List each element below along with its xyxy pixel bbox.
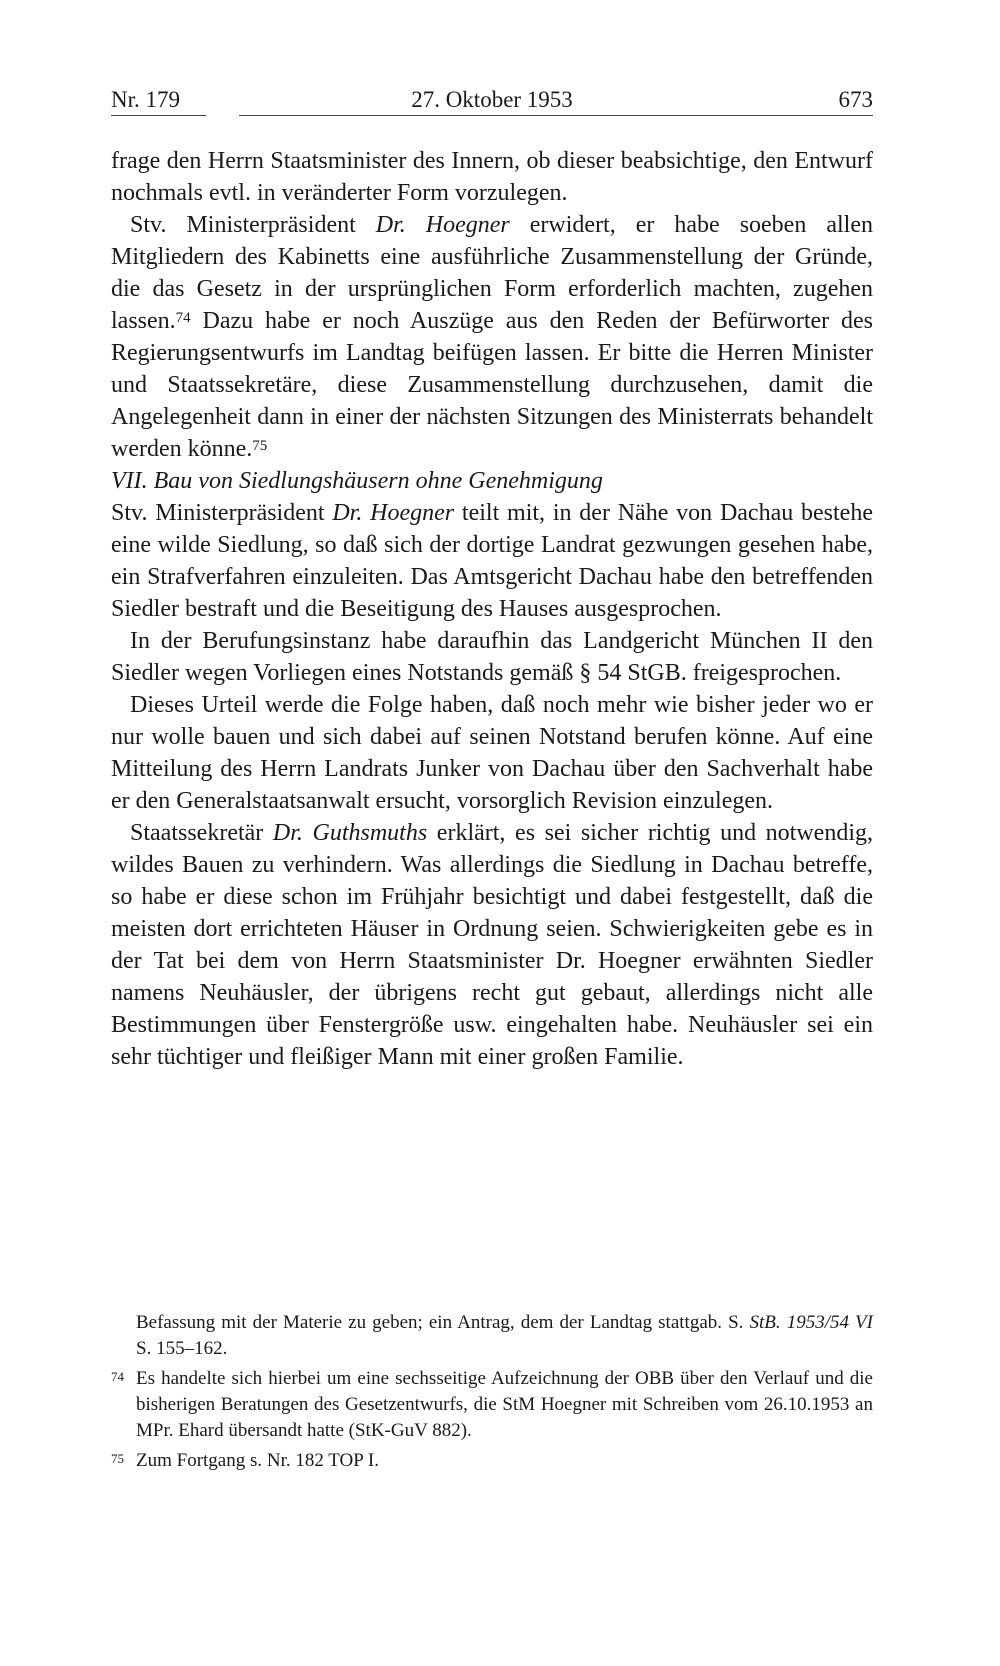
speaker-name: Dr. Guthsmuths [272,820,428,846]
footnote-75: 75 Zum Fortgang s. Nr. 182 TOP I. [111,1448,873,1474]
speaker-name: Dr. Hoegner [375,212,510,238]
paragraph: Stv. Ministerpräsident Dr. Hoegner erwidert, er habe soeben allen Mitgliedern des Kabinetts eine ausführliche Zusammenstellung der Gründe, die das Gesetz in der ursprünglichen Form erforderlich machten, zugehen lassen.$^{74}$ Dazu habe er noch Auszüge aus den Reden der Befürworter des Regierungsentwurfs im Landtag beifügen lassen. Er bitte die Herren Minister und Staatssekretäre, diese Zusammenstellung durchzusehen, damit die Angelegenheit dann in einer der nächsten Sitzungen des Ministerrats behandelt werden könne.$^{75}$ [111,212,873,462]
paragraph: In der Berufungsinstanz habe daraufhin das Landgericht München II den Siedler wegen Vorliegen eines Notstands gemäß § 54 StGB. freigesprochen. [111,628,873,686]
running-header [111,84,873,118]
main-text [111,145,873,1073]
document-number: Nr. 179 [111,87,180,112]
paragraph: frage den Herrn Staatsminister des Innern, ob dieser beabsichtige, den Entwurf nochmals evtl. in veränderter Form vorzulegen. [111,148,873,206]
header-date: 27. Oktober 1953 [411,87,573,112]
footnote-continuation: Befassung mit der Materie zu geben; ein Antrag, dem der Landtag stattgab. S. StB. 1953/54 VI S. 155–162. [136,1312,873,1359]
footnote-ref-74[interactable]: 74 [175,310,191,326]
header-rule-right [239,115,873,116]
footnotes [111,1310,873,1478]
paragraph: Staatssekretär Dr. Guthsmuths erklärt, es sei sicher richtig und notwendig, wildes Bauen zu verhindern. Was allerdings die Siedlung in Dachau betreffe, so habe er diese schon im Frühjahr besichtigt und dabei festgestellt, daß die meisten dort errichteten Häuser in Ordnung seien. Schwierigkeiten gebe es in der Tat bei dem von Herrn Staatsminister Dr. Hoegner erwähnten Siedler namens Neuhäusler, der übrigens recht gut gebaut, allerdings nicht alle Bestimmungen über Fenstergröße usw. eingehalten habe. Neuhäusler sei ein sehr tüchtiger und fleißiger Mann mit einer großen Familie. [111,820,873,1070]
section-heading: VII. Bau von Siedlungshäusern ohne Genehmigung [111,468,603,494]
footnote-74: 74 Es handelte sich hierbei um eine sechsseitige Aufzeichnung der OBB über den Verlauf und die bisherigen Beratungen des Gesetzentwurfs, die StM Hoegner mit Schreiben vom 26.10.1953 an MPr. Ehard übersandt hatte (StK-GuV 882). [111,1366,873,1444]
footnote-ref-75[interactable]: 75 [252,438,268,454]
footnote-number: 74 [111,1369,124,1384]
header-rule-left [111,115,206,116]
footnote-number: 75 [111,1451,124,1466]
paragraph: Dieses Urteil werde die Folge haben, daß noch mehr wie bisher jeder wo er nur wolle bauen und sich dabei auf seinen Notstand berufen könne. Auf eine Mitteilung des Herrn Landrats Junker von Dachau über den Sachverhalt habe er den Generalstaatsanwalt ersucht, vorsorglich Revision einzulegen. [111,692,873,814]
page-number: 673 [838,87,873,112]
paragraph: Stv. Ministerpräsident Dr. Hoegner teilt mit, in der Nähe von Dachau bestehe eine wilde Siedlung, so daß sich der dortige Landrat gezwungen gesehen habe, ein Strafverfahren einzuleiten. Das Amtsgericht Dachau habe den betreffenden Siedler bestraft und die Beseitigung des Hauses ausgesprochen. [111,500,873,622]
speaker-name: Dr. Hoegner [332,500,455,526]
